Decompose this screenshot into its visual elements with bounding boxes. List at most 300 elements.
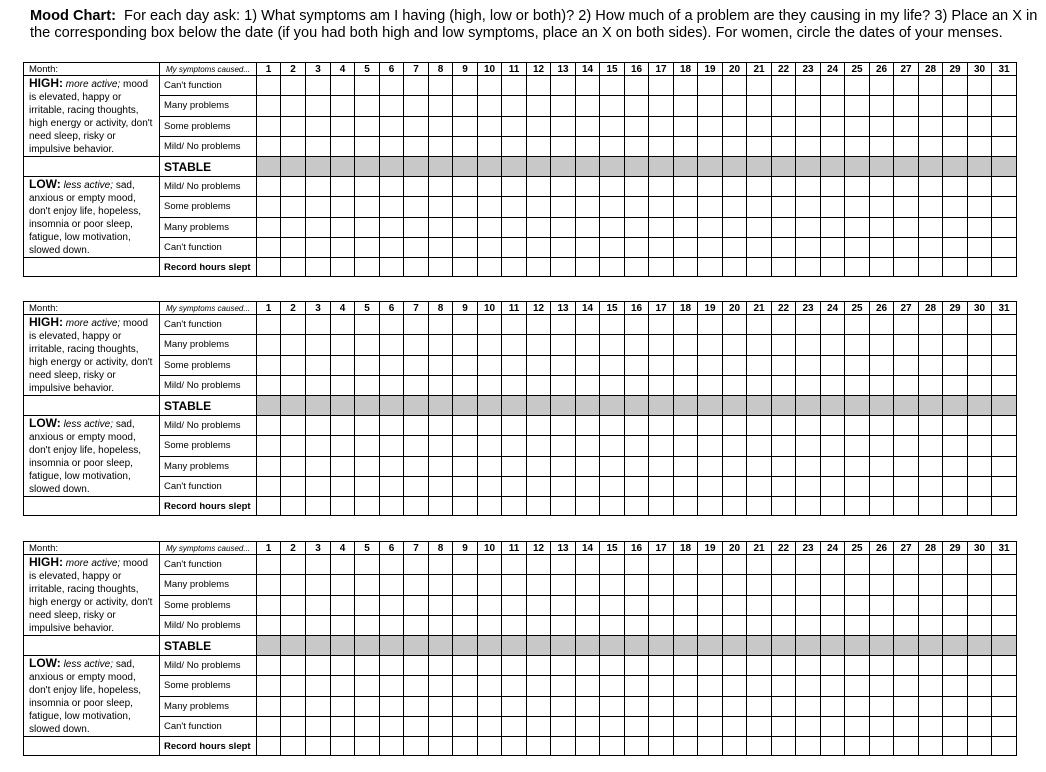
day-cell[interactable] <box>453 656 478 676</box>
day-cell[interactable] <box>772 575 796 595</box>
day-cell[interactable] <box>502 237 527 257</box>
day-cell[interactable] <box>600 436 625 456</box>
day-cell[interactable] <box>380 197 404 217</box>
day-cell[interactable] <box>281 456 306 476</box>
day-cell[interactable] <box>943 716 968 736</box>
day-cell[interactable] <box>404 575 429 595</box>
day-cell[interactable] <box>453 116 478 136</box>
day-cell[interactable] <box>625 436 649 456</box>
day-cell[interactable] <box>380 575 404 595</box>
day-cell[interactable] <box>821 656 845 676</box>
day-cell[interactable] <box>943 497 968 516</box>
day-cell[interactable] <box>355 595 380 615</box>
day-cell[interactable] <box>404 375 429 395</box>
day-cell[interactable] <box>404 737 429 756</box>
day-cell[interactable] <box>674 258 698 277</box>
day-cell[interactable] <box>600 258 625 277</box>
day-cell[interactable] <box>821 396 845 416</box>
day-cell[interactable] <box>306 335 331 355</box>
day-cell[interactable] <box>429 716 453 736</box>
day-cell[interactable] <box>772 258 796 277</box>
day-cell[interactable] <box>747 436 772 456</box>
day-cell[interactable] <box>404 237 429 257</box>
day-cell[interactable] <box>772 595 796 615</box>
day-cell[interactable] <box>453 636 478 656</box>
day-cell[interactable] <box>919 217 943 237</box>
day-cell[interactable] <box>992 737 1017 756</box>
day-cell[interactable] <box>306 315 331 335</box>
day-cell[interactable] <box>257 456 281 476</box>
day-cell[interactable] <box>747 177 772 197</box>
day-cell[interactable] <box>527 217 551 237</box>
day-cell[interactable] <box>404 436 429 456</box>
day-cell[interactable] <box>723 217 747 237</box>
day-cell[interactable] <box>478 676 502 696</box>
day-cell[interactable] <box>429 416 453 436</box>
day-cell[interactable] <box>453 177 478 197</box>
day-cell[interactable] <box>625 76 649 96</box>
day-cell[interactable] <box>992 375 1017 395</box>
day-cell[interactable] <box>894 436 919 456</box>
day-cell[interactable] <box>502 197 527 217</box>
day-cell[interactable] <box>968 237 992 257</box>
day-cell[interactable] <box>429 575 453 595</box>
day-cell[interactable] <box>821 716 845 736</box>
day-cell[interactable] <box>527 595 551 615</box>
day-cell[interactable] <box>992 217 1017 237</box>
day-cell[interactable] <box>870 96 894 116</box>
day-cell[interactable] <box>821 476 845 496</box>
day-cell[interactable] <box>551 355 576 375</box>
day-cell[interactable] <box>429 335 453 355</box>
day-cell[interactable] <box>796 136 821 156</box>
day-cell[interactable] <box>747 355 772 375</box>
day-cell[interactable] <box>281 355 306 375</box>
day-cell[interactable] <box>821 595 845 615</box>
day-cell[interactable] <box>870 375 894 395</box>
day-cell[interactable] <box>968 315 992 335</box>
day-cell[interactable] <box>674 716 698 736</box>
day-cell[interactable] <box>845 636 870 656</box>
day-cell[interactable] <box>404 555 429 575</box>
day-cell[interactable] <box>478 136 502 156</box>
day-cell[interactable] <box>478 177 502 197</box>
day-cell[interactable] <box>649 258 674 277</box>
day-cell[interactable] <box>527 416 551 436</box>
day-cell[interactable] <box>576 177 600 197</box>
day-cell[interactable] <box>674 656 698 676</box>
day-cell[interactable] <box>551 116 576 136</box>
day-cell[interactable] <box>943 355 968 375</box>
day-cell[interactable] <box>747 116 772 136</box>
day-cell[interactable] <box>478 217 502 237</box>
day-cell[interactable] <box>845 375 870 395</box>
day-cell[interactable] <box>992 476 1017 496</box>
day-cell[interactable] <box>894 157 919 177</box>
day-cell[interactable] <box>551 615 576 635</box>
day-cell[interactable] <box>625 696 649 716</box>
day-cell[interactable] <box>747 237 772 257</box>
day-cell[interactable] <box>527 237 551 257</box>
day-cell[interactable] <box>747 315 772 335</box>
day-cell[interactable] <box>723 416 747 436</box>
day-cell[interactable] <box>478 375 502 395</box>
day-cell[interactable] <box>919 636 943 656</box>
day-cell[interactable] <box>992 177 1017 197</box>
day-cell[interactable] <box>919 76 943 96</box>
day-cell[interactable] <box>992 76 1017 96</box>
day-cell[interactable] <box>478 197 502 217</box>
day-cell[interactable] <box>257 737 281 756</box>
day-cell[interactable] <box>870 116 894 136</box>
day-cell[interactable] <box>429 76 453 96</box>
day-cell[interactable] <box>845 335 870 355</box>
day-cell[interactable] <box>723 315 747 335</box>
day-cell[interactable] <box>453 237 478 257</box>
day-cell[interactable] <box>576 656 600 676</box>
day-cell[interactable] <box>600 315 625 335</box>
day-cell[interactable] <box>257 335 281 355</box>
day-cell[interactable] <box>845 116 870 136</box>
day-cell[interactable] <box>870 355 894 375</box>
day-cell[interactable] <box>306 456 331 476</box>
day-cell[interactable] <box>821 676 845 696</box>
day-cell[interactable] <box>698 615 723 635</box>
day-cell[interactable] <box>478 716 502 736</box>
day-cell[interactable] <box>943 436 968 456</box>
day-cell[interactable] <box>527 177 551 197</box>
day-cell[interactable] <box>992 716 1017 736</box>
day-cell[interactable] <box>355 676 380 696</box>
day-cell[interactable] <box>576 737 600 756</box>
day-cell[interactable] <box>845 177 870 197</box>
day-cell[interactable] <box>698 476 723 496</box>
day-cell[interactable] <box>870 76 894 96</box>
day-cell[interactable] <box>968 157 992 177</box>
day-cell[interactable] <box>453 615 478 635</box>
day-cell[interactable] <box>992 555 1017 575</box>
day-cell[interactable] <box>502 355 527 375</box>
day-cell[interactable] <box>625 157 649 177</box>
day-cell[interactable] <box>576 416 600 436</box>
day-cell[interactable] <box>527 136 551 156</box>
day-cell[interactable] <box>527 157 551 177</box>
day-cell[interactable] <box>306 595 331 615</box>
day-cell[interactable] <box>919 555 943 575</box>
day-cell[interactable] <box>723 136 747 156</box>
day-cell[interactable] <box>281 696 306 716</box>
day-cell[interactable] <box>649 237 674 257</box>
day-cell[interactable] <box>943 315 968 335</box>
day-cell[interactable] <box>649 615 674 635</box>
day-cell[interactable] <box>600 116 625 136</box>
day-cell[interactable] <box>674 737 698 756</box>
day-cell[interactable] <box>551 96 576 116</box>
day-cell[interactable] <box>968 575 992 595</box>
day-cell[interactable] <box>306 636 331 656</box>
day-cell[interactable] <box>257 696 281 716</box>
day-cell[interactable] <box>502 595 527 615</box>
day-cell[interactable] <box>821 355 845 375</box>
day-cell[interactable] <box>404 258 429 277</box>
day-cell[interactable] <box>723 456 747 476</box>
day-cell[interactable] <box>331 157 355 177</box>
day-cell[interactable] <box>674 375 698 395</box>
day-cell[interactable] <box>281 375 306 395</box>
day-cell[interactable] <box>992 436 1017 456</box>
day-cell[interactable] <box>772 615 796 635</box>
day-cell[interactable] <box>257 575 281 595</box>
day-cell[interactable] <box>845 197 870 217</box>
day-cell[interactable] <box>502 375 527 395</box>
day-cell[interactable] <box>404 696 429 716</box>
day-cell[interactable] <box>894 136 919 156</box>
day-cell[interactable] <box>380 676 404 696</box>
day-cell[interactable] <box>845 476 870 496</box>
day-cell[interactable] <box>551 456 576 476</box>
day-cell[interactable] <box>943 76 968 96</box>
day-cell[interactable] <box>870 197 894 217</box>
day-cell[interactable] <box>772 716 796 736</box>
day-cell[interactable] <box>625 615 649 635</box>
day-cell[interactable] <box>943 96 968 116</box>
day-cell[interactable] <box>625 476 649 496</box>
day-cell[interactable] <box>355 656 380 676</box>
day-cell[interactable] <box>772 416 796 436</box>
day-cell[interactable] <box>894 656 919 676</box>
day-cell[interactable] <box>281 197 306 217</box>
day-cell[interactable] <box>845 157 870 177</box>
day-cell[interactable] <box>723 737 747 756</box>
day-cell[interactable] <box>845 497 870 516</box>
day-cell[interactable] <box>306 76 331 96</box>
day-cell[interactable] <box>821 116 845 136</box>
day-cell[interactable] <box>796 197 821 217</box>
day-cell[interactable] <box>796 217 821 237</box>
day-cell[interactable] <box>796 575 821 595</box>
day-cell[interactable] <box>919 335 943 355</box>
day-cell[interactable] <box>796 555 821 575</box>
day-cell[interactable] <box>870 396 894 416</box>
day-cell[interactable] <box>992 615 1017 635</box>
day-cell[interactable] <box>281 396 306 416</box>
day-cell[interactable] <box>845 76 870 96</box>
day-cell[interactable] <box>796 396 821 416</box>
day-cell[interactable] <box>527 476 551 496</box>
day-cell[interactable] <box>772 76 796 96</box>
day-cell[interactable] <box>870 177 894 197</box>
day-cell[interactable] <box>625 656 649 676</box>
day-cell[interactable] <box>968 375 992 395</box>
day-cell[interactable] <box>527 456 551 476</box>
day-cell[interactable] <box>723 636 747 656</box>
day-cell[interactable] <box>380 76 404 96</box>
day-cell[interactable] <box>919 615 943 635</box>
day-cell[interactable] <box>551 416 576 436</box>
day-cell[interactable] <box>698 575 723 595</box>
day-cell[interactable] <box>502 177 527 197</box>
day-cell[interactable] <box>306 497 331 516</box>
day-cell[interactable] <box>674 615 698 635</box>
day-cell[interactable] <box>281 157 306 177</box>
day-cell[interactable] <box>478 355 502 375</box>
day-cell[interactable] <box>992 116 1017 136</box>
day-cell[interactable] <box>429 157 453 177</box>
day-cell[interactable] <box>576 716 600 736</box>
day-cell[interactable] <box>257 76 281 96</box>
day-cell[interactable] <box>355 258 380 277</box>
day-cell[interactable] <box>968 656 992 676</box>
day-cell[interactable] <box>992 157 1017 177</box>
day-cell[interactable] <box>380 136 404 156</box>
day-cell[interactable] <box>453 197 478 217</box>
day-cell[interactable] <box>453 595 478 615</box>
day-cell[interactable] <box>674 636 698 656</box>
day-cell[interactable] <box>380 636 404 656</box>
day-cell[interactable] <box>625 355 649 375</box>
day-cell[interactable] <box>551 136 576 156</box>
day-cell[interactable] <box>698 136 723 156</box>
day-cell[interactable] <box>772 737 796 756</box>
day-cell[interactable] <box>747 217 772 237</box>
day-cell[interactable] <box>429 656 453 676</box>
day-cell[interactable] <box>429 595 453 615</box>
day-cell[interactable] <box>502 575 527 595</box>
day-cell[interactable] <box>257 136 281 156</box>
day-cell[interactable] <box>600 676 625 696</box>
day-cell[interactable] <box>404 116 429 136</box>
day-cell[interactable] <box>551 76 576 96</box>
day-cell[interactable] <box>257 476 281 496</box>
day-cell[interactable] <box>870 136 894 156</box>
day-cell[interactable] <box>380 555 404 575</box>
day-cell[interactable] <box>576 555 600 575</box>
day-cell[interactable] <box>919 315 943 335</box>
day-cell[interactable] <box>723 476 747 496</box>
day-cell[interactable] <box>576 237 600 257</box>
day-cell[interactable] <box>527 315 551 335</box>
day-cell[interactable] <box>625 315 649 335</box>
day-cell[interactable] <box>306 575 331 595</box>
day-cell[interactable] <box>600 355 625 375</box>
day-cell[interactable] <box>600 396 625 416</box>
day-cell[interactable] <box>355 497 380 516</box>
day-cell[interactable] <box>894 416 919 436</box>
day-cell[interactable] <box>600 656 625 676</box>
day-cell[interactable] <box>870 258 894 277</box>
day-cell[interactable] <box>894 595 919 615</box>
day-cell[interactable] <box>698 696 723 716</box>
day-cell[interactable] <box>355 237 380 257</box>
day-cell[interactable] <box>894 335 919 355</box>
day-cell[interactable] <box>281 315 306 335</box>
day-cell[interactable] <box>870 656 894 676</box>
day-cell[interactable] <box>404 136 429 156</box>
day-cell[interactable] <box>600 696 625 716</box>
day-cell[interactable] <box>502 615 527 635</box>
day-cell[interactable] <box>453 76 478 96</box>
day-cell[interactable] <box>527 716 551 736</box>
day-cell[interactable] <box>870 676 894 696</box>
day-cell[interactable] <box>502 716 527 736</box>
day-cell[interactable] <box>576 436 600 456</box>
day-cell[interactable] <box>257 197 281 217</box>
day-cell[interactable] <box>306 476 331 496</box>
day-cell[interactable] <box>576 676 600 696</box>
day-cell[interactable] <box>404 615 429 635</box>
day-cell[interactable] <box>331 595 355 615</box>
day-cell[interactable] <box>502 456 527 476</box>
day-cell[interactable] <box>943 575 968 595</box>
day-cell[interactable] <box>502 396 527 416</box>
day-cell[interactable] <box>331 355 355 375</box>
day-cell[interactable] <box>845 696 870 716</box>
day-cell[interactable] <box>674 197 698 217</box>
day-cell[interactable] <box>919 575 943 595</box>
day-cell[interactable] <box>380 315 404 335</box>
day-cell[interactable] <box>747 157 772 177</box>
day-cell[interactable] <box>968 555 992 575</box>
day-cell[interactable] <box>747 258 772 277</box>
day-cell[interactable] <box>992 575 1017 595</box>
day-cell[interactable] <box>453 456 478 476</box>
day-cell[interactable] <box>527 636 551 656</box>
day-cell[interactable] <box>674 396 698 416</box>
day-cell[interactable] <box>649 575 674 595</box>
day-cell[interactable] <box>551 197 576 217</box>
day-cell[interactable] <box>527 497 551 516</box>
day-cell[interactable] <box>943 737 968 756</box>
day-cell[interactable] <box>576 375 600 395</box>
day-cell[interactable] <box>453 575 478 595</box>
day-cell[interactable] <box>306 436 331 456</box>
day-cell[interactable] <box>723 615 747 635</box>
day-cell[interactable] <box>478 396 502 416</box>
day-cell[interactable] <box>845 217 870 237</box>
day-cell[interactable] <box>453 497 478 516</box>
day-cell[interactable] <box>919 497 943 516</box>
day-cell[interactable] <box>698 716 723 736</box>
day-cell[interactable] <box>747 136 772 156</box>
day-cell[interactable] <box>968 716 992 736</box>
day-cell[interactable] <box>576 696 600 716</box>
day-cell[interactable] <box>502 116 527 136</box>
day-cell[interactable] <box>747 456 772 476</box>
day-cell[interactable] <box>380 497 404 516</box>
day-cell[interactable] <box>772 177 796 197</box>
day-cell[interactable] <box>796 335 821 355</box>
day-cell[interactable] <box>919 116 943 136</box>
day-cell[interactable] <box>772 476 796 496</box>
day-cell[interactable] <box>355 456 380 476</box>
day-cell[interactable] <box>453 476 478 496</box>
day-cell[interactable] <box>281 476 306 496</box>
day-cell[interactable] <box>257 315 281 335</box>
day-cell[interactable] <box>919 197 943 217</box>
day-cell[interactable] <box>870 716 894 736</box>
day-cell[interactable] <box>992 696 1017 716</box>
day-cell[interactable] <box>404 396 429 416</box>
day-cell[interactable] <box>306 237 331 257</box>
day-cell[interactable] <box>404 355 429 375</box>
day-cell[interactable] <box>943 136 968 156</box>
day-cell[interactable] <box>502 656 527 676</box>
day-cell[interactable] <box>478 335 502 355</box>
day-cell[interactable] <box>429 615 453 635</box>
day-cell[interactable] <box>453 258 478 277</box>
day-cell[interactable] <box>870 497 894 516</box>
day-cell[interactable] <box>331 615 355 635</box>
